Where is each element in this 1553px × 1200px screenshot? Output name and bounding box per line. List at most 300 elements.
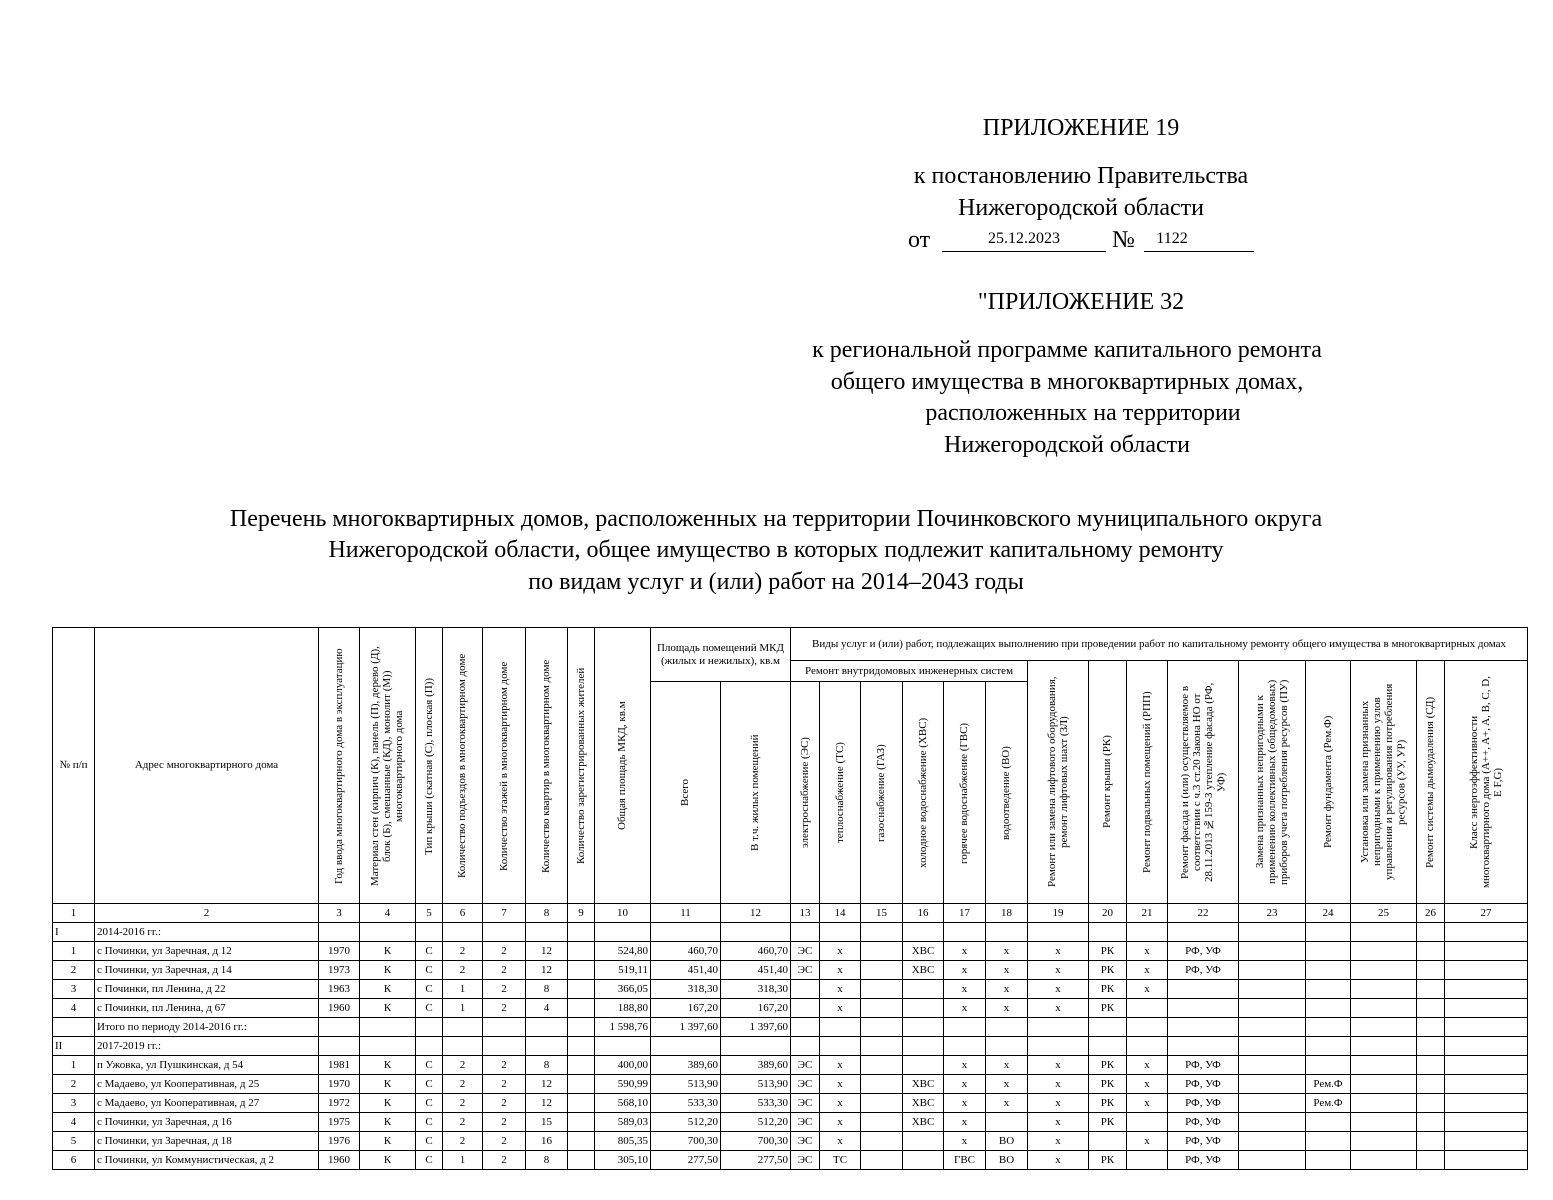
table-cell [861, 999, 903, 1018]
table-cell: 2 [483, 999, 526, 1018]
table-cell [1417, 980, 1445, 999]
table-cell [1306, 923, 1351, 942]
column-number-cell: 18 [986, 904, 1028, 923]
table-cell [1445, 923, 1528, 942]
table-cell: 2 [443, 961, 483, 980]
table-cell [861, 923, 903, 942]
table-cell [526, 1018, 568, 1037]
table-cell: ЭС [791, 1132, 820, 1151]
table-cell [568, 923, 595, 942]
table-cell: 589,03 [595, 1113, 651, 1132]
table-cell [903, 980, 944, 999]
table-cell [1445, 1018, 1528, 1037]
table-cell: х [944, 1056, 986, 1075]
table-cell: х [820, 1056, 861, 1075]
th-gvs: горячее водоснабжение (ГВС) [944, 682, 986, 904]
table-row [53, 1075, 1528, 1094]
table-cell [1168, 923, 1239, 942]
table-cell: 2 [483, 1113, 526, 1132]
table-cell: 1 598,76 [595, 1018, 651, 1037]
table-cell: 12 [526, 961, 568, 980]
table-cell: 513,90 [651, 1075, 721, 1094]
table-cell [1445, 1037, 1528, 1056]
table-cell: ХВС [903, 1075, 944, 1094]
table-cell [1351, 1113, 1417, 1132]
table-cell [1351, 1018, 1417, 1037]
column-number-cell: 15 [861, 904, 903, 923]
table-cell: х [944, 942, 986, 961]
table-cell: 2 [483, 942, 526, 961]
th-premises-total: Всего [651, 682, 721, 904]
table-cell [568, 999, 595, 1018]
date-value: 25.12.2023 [988, 230, 1060, 247]
table-cell [986, 1037, 1028, 1056]
table-cell [1168, 1037, 1239, 1056]
table-cell [1028, 1037, 1089, 1056]
table-cell: х [1127, 1094, 1168, 1113]
table-cell: х [820, 980, 861, 999]
table-cell: РК [1089, 1094, 1127, 1113]
table-cell [1239, 961, 1306, 980]
table-cell: х [1028, 961, 1089, 980]
table-cell: ХВС [903, 1094, 944, 1113]
table-cell: 2014-2016 гг.: [95, 923, 319, 942]
table-cell: 1960 [319, 999, 360, 1018]
table-cell [483, 1018, 526, 1037]
number-underline [1144, 251, 1254, 252]
table-cell [1417, 923, 1445, 942]
table-cell: С [416, 1094, 443, 1113]
table-cell: ЭС [791, 961, 820, 980]
table-cell: 2 [443, 1132, 483, 1151]
table-cell [944, 923, 986, 942]
table-cell: х [986, 961, 1028, 980]
number-value: 1122 [1156, 230, 1188, 247]
column-number-cell: 25 [1351, 904, 1417, 923]
table-cell [1351, 961, 1417, 980]
table-cell: 6 [53, 1151, 95, 1170]
table-cell: С [416, 1151, 443, 1170]
table-cell: х [820, 999, 861, 1018]
table-cell [1445, 961, 1528, 980]
table-cell [1239, 999, 1306, 1018]
table-cell: х [1028, 942, 1089, 961]
table-cell: РК [1089, 942, 1127, 961]
table-cell: 460,70 [651, 942, 721, 961]
table-cell: 305,10 [595, 1151, 651, 1170]
th-address: Адрес многоквартирного дома [95, 628, 319, 904]
column-number-cell: 2 [95, 904, 319, 923]
table-cell [319, 1018, 360, 1037]
table-cell: ГВС [944, 1151, 986, 1170]
table-cell [416, 1018, 443, 1037]
table-cell: х [820, 1094, 861, 1113]
table-cell [903, 999, 944, 1018]
table-cell: 1 397,60 [721, 1018, 791, 1037]
table-cell: 4 [526, 999, 568, 1018]
column-number-cell: 23 [1239, 904, 1306, 923]
th-material: Материал стен (кирпич (К), панель (П), дерево (Д), блок (Б), смешанные (КД), монолит (М)) многоквартирного дома [360, 628, 416, 904]
table-cell [651, 1037, 721, 1056]
table-cell: х [944, 961, 986, 980]
table-cell: 2 [483, 1075, 526, 1094]
table-cell: х [1127, 980, 1168, 999]
th-nodes: Установка или замена признанных непригодными к применению узлов управления и регулирования потребления ресурсов (УУ, УР) [1351, 661, 1417, 904]
table-cell: с Починки, ул Заречная, д 18 [95, 1132, 319, 1151]
table-cell [861, 942, 903, 961]
table-cell [1168, 1018, 1239, 1037]
table-cell: х [944, 1132, 986, 1151]
table-cell [903, 1018, 944, 1037]
table-cell [416, 923, 443, 942]
table-cell: х [820, 961, 861, 980]
table-cell [1351, 1037, 1417, 1056]
table-cell: 15 [526, 1113, 568, 1132]
table-row [53, 980, 1528, 999]
th-meters: Замена признанных непригодными к применению коллективных (общедомовых) приборов учета потребления ресурсов (ПУ) [1239, 661, 1306, 904]
th-roof: Тип крыши (скатная (С), плоская (П)) [416, 628, 443, 904]
table-cell: 3 [53, 1094, 95, 1113]
table-cell [986, 1113, 1028, 1132]
table-cell: х [986, 1094, 1028, 1113]
table-cell [1239, 1018, 1306, 1037]
table-cell: К [360, 1151, 416, 1170]
column-number-cell: 20 [1089, 904, 1127, 923]
table-cell [903, 1056, 944, 1075]
table-cell [820, 1037, 861, 1056]
table-cell [1239, 1056, 1306, 1075]
table-cell: 460,70 [721, 942, 791, 961]
table-cell: х [820, 1113, 861, 1132]
table-cell [944, 1037, 986, 1056]
table-cell: 366,05 [595, 980, 651, 999]
table-cell [1445, 942, 1528, 961]
table-cell: х [820, 942, 861, 961]
table-cell [986, 923, 1028, 942]
table-row [53, 1037, 1528, 1056]
table-cell: ВО [986, 1151, 1028, 1170]
table-cell: с Починки, ул Заречная, д 14 [95, 961, 319, 980]
table-cell [568, 1132, 595, 1151]
appendix32-line2: общего имущества в многоквартирных домах, [830, 369, 1304, 395]
table-cell [1351, 1075, 1417, 1094]
table-cell: 524,80 [595, 942, 651, 961]
table-cell: РФ, УФ [1168, 1075, 1239, 1094]
table-row [53, 1132, 1528, 1151]
table-cell: РФ, УФ [1168, 1056, 1239, 1075]
table-cell [1351, 1094, 1417, 1113]
table-cell [1445, 1151, 1528, 1170]
table-row [53, 1056, 1528, 1075]
table-cell: С [416, 942, 443, 961]
th-total-area: Общая площадь МКД, кв.м [595, 628, 651, 904]
table-cell [1239, 1094, 1306, 1113]
th-works: Виды услуг и (или) работ, подлежащих выполнению при проведении работ по капитальному ремонту общего имущества в многоквартирных домах [791, 628, 1528, 661]
table-cell: х [986, 942, 1028, 961]
table-cell: 2017-2019 гг.: [95, 1037, 319, 1056]
table-cell [1417, 961, 1445, 980]
th-foundation: Ремонт фундамента (Рем.Ф) [1306, 661, 1351, 904]
table-cell: ТС [820, 1151, 861, 1170]
th-energy: Класс энергоэффективности многоквартирного дома (A++, A+, A, B, C, D, E F,G) [1445, 661, 1528, 904]
table-cell [1351, 1132, 1417, 1151]
table-cell: 1 397,60 [651, 1018, 721, 1037]
table-cell: 8 [526, 1151, 568, 1170]
table-cell [443, 923, 483, 942]
table-cell: К [360, 1094, 416, 1113]
table-cell: с Починки, ул Заречная, д 16 [95, 1113, 319, 1132]
table-cell: РФ, УФ [1168, 1113, 1239, 1132]
column-number-cell: 16 [903, 904, 944, 923]
table-cell [1306, 1037, 1351, 1056]
houses-table [52, 627, 1528, 1170]
table-cell [1239, 1113, 1306, 1132]
table-row [53, 1113, 1528, 1132]
table-cell [1417, 999, 1445, 1018]
table-cell: ЭС [791, 942, 820, 961]
table-cell [721, 1037, 791, 1056]
th-ts: теплоснабжение (ТС) [820, 682, 861, 904]
table-cell [986, 1018, 1028, 1037]
table-cell [1127, 1037, 1168, 1056]
table-cell [861, 980, 903, 999]
table-cell: с Мадаево, ул Кооперативная, д 27 [95, 1094, 319, 1113]
table-cell [861, 1075, 903, 1094]
table-cell: Рем.Ф [1306, 1094, 1351, 1113]
table-cell: 590,99 [595, 1075, 651, 1094]
th-rk: Ремонт крыши (РК) [1089, 661, 1127, 904]
table-cell [861, 961, 903, 980]
table-cell: с Починки, ул Коммунистическая, д 2 [95, 1151, 319, 1170]
table-cell: ЭС [791, 1151, 820, 1170]
table-cell: х [986, 1056, 1028, 1075]
appendix32-line3: расположенных на территории [925, 400, 1241, 426]
table-cell [861, 1018, 903, 1037]
appendix32-line4: Нижегородской области [943, 432, 1191, 458]
table-cell [1417, 1151, 1445, 1170]
table-cell: х [1127, 1075, 1168, 1094]
table-cell: х [820, 1132, 861, 1151]
table-cell [1417, 1132, 1445, 1151]
table-cell [416, 1037, 443, 1056]
column-number-cell: 10 [595, 904, 651, 923]
table-cell [1417, 1037, 1445, 1056]
th-num: № п/п [53, 628, 95, 904]
table-cell [360, 923, 416, 942]
table-row [53, 1094, 1528, 1113]
table-cell: 519,11 [595, 961, 651, 980]
table-cell [861, 1132, 903, 1151]
table-cell: х [1028, 1113, 1089, 1132]
table-cell: II [53, 1037, 95, 1056]
table-cell: С [416, 1075, 443, 1094]
column-number-cell: 14 [820, 904, 861, 923]
table-cell: ХВС [903, 942, 944, 961]
table-cell [1089, 1132, 1127, 1151]
table-cell [568, 1151, 595, 1170]
table-cell: х [986, 999, 1028, 1018]
table-cell: х [944, 980, 986, 999]
table-cell [1351, 1056, 1417, 1075]
table-cell: 2 [53, 1075, 95, 1094]
table-cell [526, 923, 568, 942]
table-cell [360, 1037, 416, 1056]
table-cell: х [1127, 1132, 1168, 1151]
table-cell: х [1028, 1094, 1089, 1113]
table-cell [903, 923, 944, 942]
table-cell: х [1127, 1056, 1168, 1075]
table-row [53, 942, 1528, 961]
column-number-cell: 24 [1306, 904, 1351, 923]
table-cell: 1960 [319, 1151, 360, 1170]
table-cell [568, 961, 595, 980]
table-cell: х [986, 980, 1028, 999]
table-cell: 4 [53, 999, 95, 1018]
table-cell: С [416, 1113, 443, 1132]
table-cell [1168, 980, 1239, 999]
table-cell: 1976 [319, 1132, 360, 1151]
table-cell [861, 1113, 903, 1132]
table-cell [791, 980, 820, 999]
appendix-title: ПРИЛОЖЕНИЕ 19 [982, 115, 1180, 141]
table-cell: 2 [443, 1113, 483, 1132]
table-cell: 568,10 [595, 1094, 651, 1113]
appendix-line1: к постановлению Правительства [913, 163, 1249, 189]
table-cell [1028, 923, 1089, 942]
table-cell: х [1028, 999, 1089, 1018]
column-number-cell: 5 [416, 904, 443, 923]
table-cell [319, 923, 360, 942]
table-cell: ХВС [903, 961, 944, 980]
table-cell [861, 1056, 903, 1075]
th-floors: Количество этажей в многоквартирном доме [483, 628, 526, 904]
table-cell [568, 1075, 595, 1094]
table-cell: 512,20 [721, 1113, 791, 1132]
table-cell: К [360, 1113, 416, 1132]
table-cell: РК [1089, 1056, 1127, 1075]
table-cell [791, 999, 820, 1018]
th-entrances: Количество подъездов в многоквартирном доме [443, 628, 483, 904]
table-cell: х [986, 1075, 1028, 1094]
column-number-cell: 13 [791, 904, 820, 923]
table-row [53, 999, 1528, 1018]
table-cell [595, 923, 651, 942]
doc-title-line3: по видам услуг и (или) работ на 2014–2043 годы [528, 569, 1024, 595]
table-cell: РФ, УФ [1168, 1094, 1239, 1113]
table-cell [568, 1018, 595, 1037]
th-gaz: газоснабжение (ГАЗ) [861, 682, 903, 904]
table-cell [903, 1037, 944, 1056]
table-cell [1445, 999, 1528, 1018]
table-cell [1351, 923, 1417, 942]
table-cell [861, 1037, 903, 1056]
table-cell [791, 923, 820, 942]
th-premises-area: Площадь помещений МКД (жилых и нежилых), кв.м [651, 628, 791, 682]
table-cell [791, 1018, 820, 1037]
table-cell [820, 1018, 861, 1037]
table-cell [1306, 1056, 1351, 1075]
doc-title-line1: Перечень многоквартирных домов, расположенных на территории Починковского муниципального округа [229, 506, 1323, 532]
table-cell: РК [1089, 1151, 1127, 1170]
table-cell [1417, 1018, 1445, 1037]
table-cell: ЭС [791, 1056, 820, 1075]
table-cell [1445, 1075, 1528, 1094]
table-cell: х [1028, 1075, 1089, 1094]
table-cell: 389,60 [651, 1056, 721, 1075]
table-cell [1306, 961, 1351, 980]
table-cell [568, 1113, 595, 1132]
column-number-cell: 12 [721, 904, 791, 923]
column-number-cell: 27 [1445, 904, 1528, 923]
table-cell: 277,50 [651, 1151, 721, 1170]
table-cell: К [360, 980, 416, 999]
table-cell [1089, 1018, 1127, 1037]
table-cell: 277,50 [721, 1151, 791, 1170]
table-cell [651, 923, 721, 942]
table-cell: 1 [53, 1056, 95, 1075]
column-number-cell: 8 [526, 904, 568, 923]
table-cell [1417, 1056, 1445, 1075]
table-cell [568, 1094, 595, 1113]
table-cell: 389,60 [721, 1056, 791, 1075]
table-cell: 2 [483, 1056, 526, 1075]
table-cell: С [416, 1056, 443, 1075]
table-cell [595, 1037, 651, 1056]
table-cell: 2 [443, 1075, 483, 1094]
appendix32-line1: к региональной программе капитального ремонта [812, 337, 1322, 363]
table-cell: К [360, 961, 416, 980]
table-cell: С [416, 980, 443, 999]
table-cell [1306, 980, 1351, 999]
table-cell [568, 942, 595, 961]
table-cell: С [416, 1132, 443, 1151]
table-cell: РК [1089, 1113, 1127, 1132]
table-cell: ЭС [791, 1113, 820, 1132]
table-cell: 2 [483, 1094, 526, 1113]
table-cell: С [416, 961, 443, 980]
column-number-cell: 17 [944, 904, 986, 923]
table-cell: 533,30 [721, 1094, 791, 1113]
table-cell: 5 [53, 1132, 95, 1151]
th-year: Год ввода многоквартирного дома в эксплуатацию [319, 628, 360, 904]
table-cell: 16 [526, 1132, 568, 1151]
column-number-cell: 21 [1127, 904, 1168, 923]
table-cell: К [360, 1132, 416, 1151]
table-cell [1127, 999, 1168, 1018]
table-cell: Итого по периоду 2014-2016 гг.: [95, 1018, 319, 1037]
table-cell: 4 [53, 1113, 95, 1132]
th-es: электроснабжение (ЭС) [791, 682, 820, 904]
table-cell [1445, 1113, 1528, 1132]
table-cell: РК [1089, 1075, 1127, 1094]
table-cell: I [53, 923, 95, 942]
doc-title-line2: Нижегородской области, общее имущество в которых подлежит капитальному ремонту [328, 537, 1224, 563]
table-cell [526, 1037, 568, 1056]
table-cell [568, 980, 595, 999]
table-cell: 700,30 [721, 1132, 791, 1151]
column-numbers-row [53, 904, 1528, 923]
table-cell [1445, 980, 1528, 999]
table-cell: 1972 [319, 1094, 360, 1113]
table-cell [1127, 923, 1168, 942]
table-cell: 1975 [319, 1113, 360, 1132]
th-rpp: Ремонт подвальных помещений (РПП) [1127, 661, 1168, 904]
table-cell [820, 923, 861, 942]
table-cell: ЭС [791, 1075, 820, 1094]
table-cell: К [360, 1056, 416, 1075]
table-cell: РК [1089, 961, 1127, 980]
table-cell [1351, 980, 1417, 999]
